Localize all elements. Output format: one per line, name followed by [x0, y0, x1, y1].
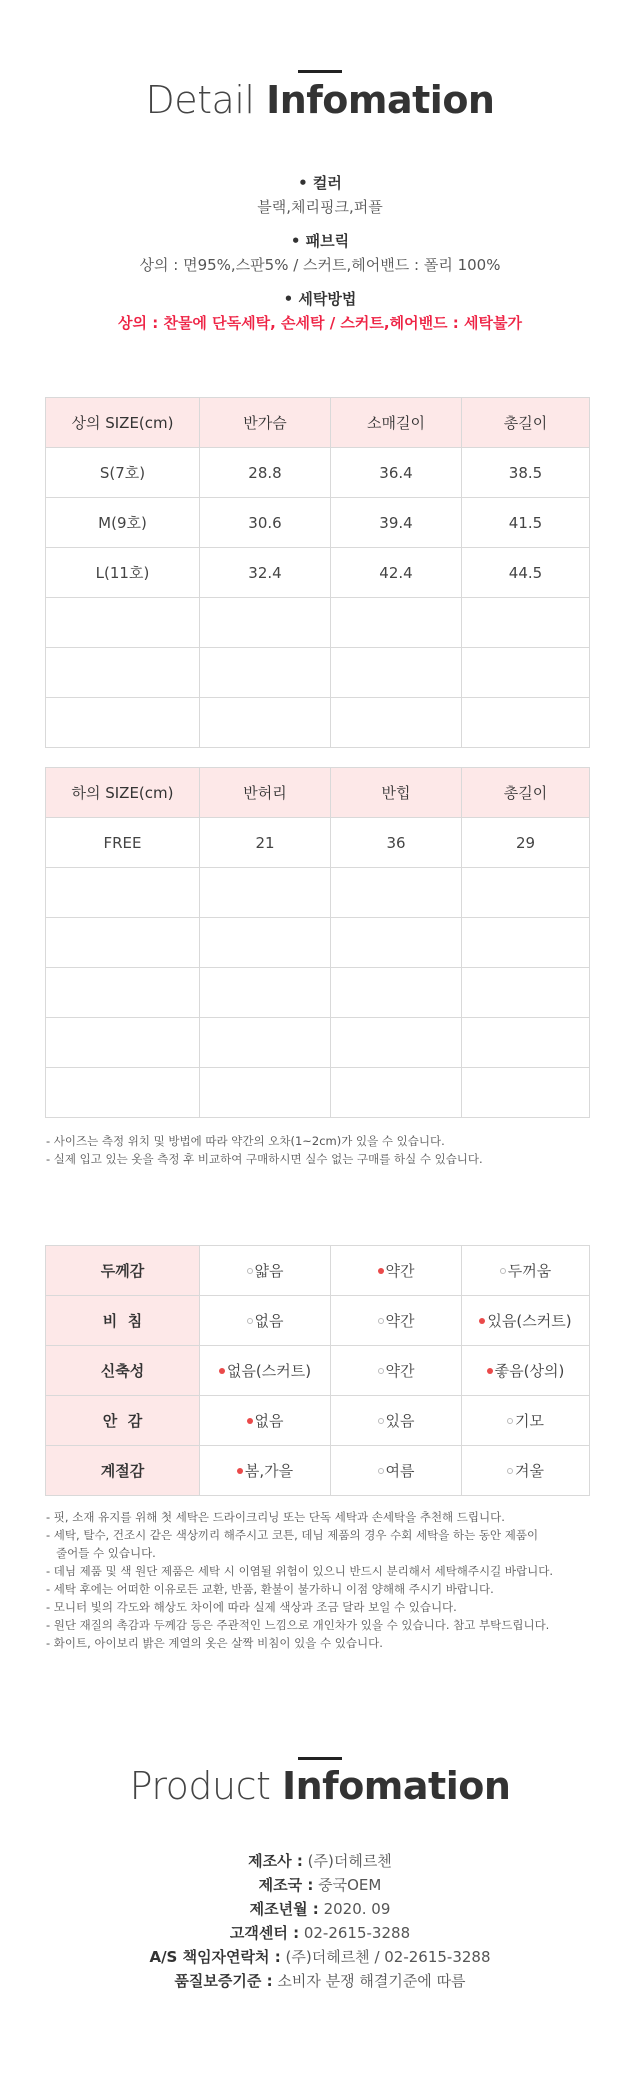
feel-label: 두께감: [46, 1246, 200, 1296]
table-row-empty: [46, 1018, 590, 1068]
detail-title-bold: Infomation: [266, 78, 495, 122]
feel-row-lining: [46, 1396, 590, 1446]
fabric-heading: • 패브릭: [290, 232, 350, 250]
table-cell: [200, 918, 331, 968]
table-row: [46, 548, 590, 598]
radio-dot-icon: [507, 1468, 513, 1474]
header-cell: 반허리: [200, 768, 331, 818]
note-line: - 세탁 후에는 어떠한 이유로든 교환, 반품, 환불이 불가하니 이점 양해해 주시기 바랍니다.: [46, 1582, 494, 1596]
table-cell: [200, 1018, 331, 1068]
product-title: [0, 1764, 640, 1808]
table-cell: [331, 868, 462, 918]
option-text: 봄,가을: [244, 1462, 294, 1480]
wash-value: 상의 : 찬물에 단독세탁, 손세탁 / 스커트,헤어밴드 : 세탁불가: [118, 314, 522, 332]
feel-row-thickness: [46, 1246, 590, 1296]
product-info-key: A/S 책임자연락처 :: [149, 1948, 281, 1966]
table-cell: [462, 648, 590, 698]
radio-dot-selected-icon: [219, 1368, 225, 1374]
feel-option: [331, 1246, 462, 1296]
feel-label: 안 감: [46, 1396, 200, 1446]
product-info-row: [0, 1969, 640, 1993]
feel-row-season: [46, 1446, 590, 1496]
table-cell: [462, 598, 590, 648]
table-cell: 36.4: [331, 448, 462, 498]
table-cell: [200, 648, 331, 698]
feel-option: [200, 1446, 331, 1496]
table-cell: S(7호): [46, 448, 200, 498]
note-line: - 핏, 소재 유지를 위해 첫 세탁은 드라이크리닝 또는 단독 세탁과 손세탁을 추천해 드립니다.: [46, 1510, 505, 1524]
feel-option: [462, 1296, 590, 1346]
product-info-key: 제조년월 :: [249, 1900, 319, 1918]
feel-row-stretch: [46, 1346, 590, 1396]
option-text: 있음(스커트): [487, 1312, 572, 1330]
table-header-row: [46, 398, 590, 448]
radio-dot-selected-icon: [479, 1318, 485, 1324]
radio-dot-selected-icon: [247, 1418, 253, 1424]
size-notes: [46, 1132, 606, 1168]
table-cell: [200, 1068, 331, 1118]
color-heading: • 컬러: [298, 174, 342, 192]
product-info-value: 2020. 09: [318, 1900, 391, 1918]
note-line: - 모니터 빛의 각도와 해상도 차이에 따라 실제 색상과 조금 달라 보일 수 있습니다.: [46, 1600, 457, 1614]
feel-row-sheerness: [46, 1296, 590, 1346]
product-info-value: 02-2615-3288: [299, 1924, 411, 1942]
radio-dot-icon: [247, 1318, 253, 1324]
table-row: [46, 498, 590, 548]
table-cell: [331, 698, 462, 748]
table-cell: 29: [462, 818, 590, 868]
table-cell: [331, 968, 462, 1018]
product-title-light: Product: [129, 1764, 271, 1808]
table-cell: [331, 648, 462, 698]
product-info-value: (주)더헤르첸 / 02-2615-3288: [280, 1948, 491, 1966]
feel-label: 비 침: [46, 1296, 200, 1346]
table-cell: 36: [331, 818, 462, 868]
product-info-row: [0, 1849, 640, 1873]
table-cell: [462, 918, 590, 968]
table-row-empty: [46, 1068, 590, 1118]
table-row-empty: [46, 918, 590, 968]
table-cell: [331, 598, 462, 648]
product-info-row: [0, 1897, 640, 1921]
table-row: [46, 448, 590, 498]
top-size-table: [45, 397, 590, 748]
feel-option: [200, 1246, 331, 1296]
product-info-key: 제조국 :: [258, 1876, 314, 1894]
table-cell: [462, 1068, 590, 1118]
option-text: 두꺼움: [507, 1262, 552, 1280]
table-cell: 39.4: [331, 498, 462, 548]
table-cell: 32.4: [200, 548, 331, 598]
table-cell: [331, 918, 462, 968]
info-block: [0, 171, 640, 335]
table-cell: 42.4: [331, 548, 462, 598]
product-title-bold: Infomation: [281, 1764, 511, 1808]
radio-dot-icon: [378, 1368, 384, 1374]
feel-label: 신축성: [46, 1346, 200, 1396]
color-value: 블랙,체리핑크,퍼플: [257, 198, 383, 216]
radio-dot-icon: [378, 1418, 384, 1424]
bottom-size-table: [45, 767, 590, 1118]
table-cell: [200, 698, 331, 748]
table-cell: 30.6: [200, 498, 331, 548]
radio-dot-icon: [378, 1318, 384, 1324]
feel-label: 계절감: [46, 1446, 200, 1496]
detail-title-light: Detail: [145, 78, 255, 122]
option-text: 기모: [515, 1412, 544, 1430]
table-cell: [462, 868, 590, 918]
table-row: [46, 818, 590, 868]
feel-option: [331, 1346, 462, 1396]
radio-dot-selected-icon: [237, 1468, 243, 1474]
table-row-empty: [46, 698, 590, 748]
header-cell: 반가슴: [200, 398, 331, 448]
feel-option: [200, 1296, 331, 1346]
radio-dot-icon: [507, 1418, 513, 1424]
note-line: - 화이트, 아이보리 밝은 계열의 옷은 살짝 비침이 있을 수 있습니다.: [46, 1636, 383, 1650]
table-row-empty: [46, 968, 590, 1018]
feel-option: [331, 1446, 462, 1496]
feel-option: [462, 1246, 590, 1296]
table-row-empty: [46, 868, 590, 918]
table-cell: 44.5: [462, 548, 590, 598]
table-cell: [46, 868, 200, 918]
option-text: 겨울: [515, 1462, 544, 1480]
note-line: - 사이즈는 측정 위치 및 방법에 따라 약간의 오차(1~2cm)가 있을 수 있습니다.: [46, 1134, 445, 1148]
table-cell: FREE: [46, 818, 200, 868]
table-cell: [46, 648, 200, 698]
table-cell: [46, 918, 200, 968]
product-info-key: 고객센터 :: [229, 1924, 300, 1942]
table-cell: [462, 968, 590, 1018]
table-cell: [462, 698, 590, 748]
table-cell: [46, 698, 200, 748]
product-info-row: [0, 1873, 640, 1897]
radio-dot-icon: [247, 1268, 253, 1274]
note-line: - 데님 제품 및 색 원단 제품은 세탁 시 이염될 위험이 있으니 반드시 분리해서 세탁해주시길 바랍니다.: [46, 1564, 553, 1578]
header-cell: 총길이: [462, 768, 590, 818]
detail-title: [0, 78, 640, 122]
table-cell: 38.5: [462, 448, 590, 498]
note-line: 줄어들 수 있습니다.: [56, 1546, 156, 1560]
table-row-empty: [46, 648, 590, 698]
option-text: 여름: [385, 1462, 415, 1480]
note-line: - 실제 입고 있는 옷을 측정 후 비교하여 구매하시면 실수 없는 구매를 하실 수 있습니다.: [46, 1152, 483, 1166]
table-cell: [46, 598, 200, 648]
table-cell: [46, 1068, 200, 1118]
option-text: 좋음(상의): [494, 1362, 565, 1380]
feel-option: [331, 1296, 462, 1346]
option-text: 약간: [385, 1312, 415, 1330]
product-info-key: 품질보증기준 :: [174, 1972, 273, 1990]
option-text: 없음: [254, 1412, 284, 1430]
table-cell: M(9호): [46, 498, 200, 548]
title-rule: [298, 70, 342, 73]
option-text: 없음(스커트): [226, 1362, 312, 1380]
radio-dot-selected-icon: [487, 1368, 493, 1374]
product-info-value: 소비자 분쟁 해결기준에 따름: [272, 1972, 466, 1990]
option-text: 있음: [385, 1412, 415, 1430]
product-info-row: [0, 1921, 640, 1945]
table-cell: [46, 1018, 200, 1068]
header-cell: 하의 SIZE(cm): [46, 768, 200, 818]
feel-option: [200, 1396, 331, 1446]
feel-option: [331, 1396, 462, 1446]
header-cell: 소매길이: [331, 398, 462, 448]
product-info-value: 중국OEM: [313, 1876, 382, 1894]
table-cell: 41.5: [462, 498, 590, 548]
radio-dot-icon: [500, 1268, 506, 1274]
table-cell: [46, 968, 200, 1018]
product-title-rule: [298, 1757, 342, 1760]
feel-option: [462, 1396, 590, 1446]
radio-dot-selected-icon: [378, 1268, 384, 1274]
table-cell: [200, 598, 331, 648]
table-header-row: [46, 768, 590, 818]
note-line: - 세탁, 탈수, 건조시 같은 색상끼리 해주시고 코튼, 데님 제품의 경우 수회 세탁을 하는 동안 제품이: [46, 1528, 539, 1542]
fabric-feel-table: [45, 1245, 590, 1496]
option-text: 없음: [254, 1312, 284, 1330]
feel-option: [462, 1346, 590, 1396]
header-cell: 반힙: [331, 768, 462, 818]
table-cell: [331, 1018, 462, 1068]
table-cell: [200, 868, 331, 918]
table-cell: 21: [200, 818, 331, 868]
product-info: [0, 1849, 640, 1993]
care-notes: [46, 1508, 606, 1652]
table-row-empty: [46, 598, 590, 648]
feel-option: [200, 1346, 331, 1396]
table-cell: [462, 1018, 590, 1068]
header-cell: 상의 SIZE(cm): [46, 398, 200, 448]
feel-option: [462, 1446, 590, 1496]
option-text: 약간: [385, 1262, 415, 1280]
product-info-key: 제조사 :: [248, 1852, 303, 1870]
option-text: 약간: [385, 1362, 415, 1380]
wash-heading: • 세탁방법: [283, 290, 357, 308]
fabric-value: 상의 : 면95%,스판5% / 스커트,헤어밴드 : 폴리 100%: [139, 256, 501, 274]
table-cell: L(11호): [46, 548, 200, 598]
table-cell: [331, 1068, 462, 1118]
table-cell: 28.8: [200, 448, 331, 498]
table-cell: [200, 968, 331, 1018]
note-line: - 원단 재질의 촉감과 두께감 등은 주관적인 느낌으로 개인차가 있을 수 있습니다. 참고 부탁드립니다.: [46, 1618, 550, 1632]
radio-dot-icon: [378, 1468, 384, 1474]
option-text: 얇음: [254, 1262, 284, 1280]
product-info-value: (주)더헤르첸: [302, 1852, 392, 1870]
header-cell: 총길이: [462, 398, 590, 448]
product-info-row: [0, 1945, 640, 1969]
